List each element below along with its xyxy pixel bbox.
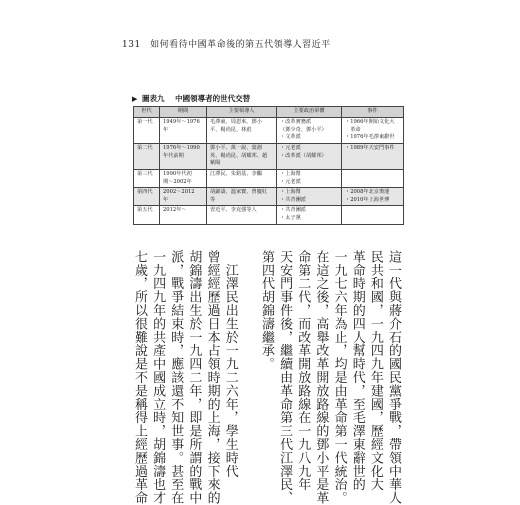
table-row — [134, 144, 404, 170]
table-row — [134, 188, 404, 206]
events-cell — [342, 118, 404, 144]
events-cell — [342, 206, 404, 224]
cell-line: 期～2002年 — [163, 178, 192, 185]
column-header: 事件 — [342, 107, 404, 118]
politics-cell — [277, 170, 342, 188]
period-cell — [160, 170, 207, 188]
cell-line: 2002～2012 — [163, 189, 195, 196]
table-header-row — [134, 107, 404, 118]
cell-line: ・1989年天安門事件 — [345, 145, 395, 151]
cell-line: 1976年～1990 — [163, 145, 200, 151]
cell-line: ・共青團派 — [280, 207, 306, 214]
page-number: 131 — [122, 40, 141, 50]
cell-line: ・2010年上海世博 — [345, 196, 390, 203]
figure-title: 中國領導者的世代交替 — [175, 94, 251, 103]
table-row — [134, 206, 404, 224]
cell-line: 紫陽 — [210, 160, 221, 167]
cell-line: ・1976年毛澤東辭世 — [345, 134, 395, 141]
text-column: 民共和國，一九四九年建國，歷經文化大 — [367, 250, 383, 492]
period-cell — [160, 206, 207, 224]
politics-cell — [277, 188, 342, 206]
cell-line: ・上海幫 — [280, 171, 301, 177]
text-column: 這一代與蔣介石的國民黨爭戰，帶領中華人 — [386, 250, 401, 505]
text-column: 一九七六年為止，均是由革命第一代統治。 — [331, 250, 347, 505]
cell-line: 年代前期 — [163, 152, 184, 159]
generation-cell: 第三代 — [134, 170, 160, 188]
cell-line: ・2008年北京奧運 — [345, 189, 390, 196]
cell-line: ・上海幫 — [280, 189, 301, 196]
cell-line: ・元老派 — [280, 178, 301, 185]
running-header — [122, 37, 331, 50]
events-cell — [342, 170, 404, 188]
cell-line: 2012年～ — [163, 207, 187, 214]
generation-cell: 第二代 — [134, 144, 160, 170]
text-column: 派，戰爭結束時，應該還不知世事。甚至在 — [168, 250, 184, 505]
text-column: 一九四九年的共產中國成立時，胡錦濤也才 — [150, 250, 166, 505]
figure-caption — [132, 93, 250, 104]
column-header: 期間 — [160, 107, 207, 118]
text-column: 革命時期的四人幫時代，至毛澤東辭世的 — [349, 250, 365, 492]
period-cell — [160, 188, 207, 206]
column-header: 主要政治軍體 — [277, 107, 342, 118]
politics-cell — [277, 118, 342, 144]
period-cell — [160, 118, 207, 144]
figure-label: 圖表九 — [142, 94, 165, 103]
cell-line: ・文革派 — [280, 134, 301, 141]
cell-line: 英、楊尚昆、胡耀邦、趙 — [210, 152, 268, 159]
text-column: 江澤民出生於一九二六年，學生時代 — [222, 250, 238, 478]
cell-line: 1949年～1976 — [163, 119, 200, 125]
cell-line: 年 — [163, 196, 169, 203]
leaders-cell — [207, 188, 277, 206]
cell-line: （鄧少奇、鄧小平） — [280, 126, 327, 133]
cell-line: 1990年代初 — [163, 171, 192, 177]
cell-line: 胡錦濤、溫家寶、曾慶紅 — [210, 189, 268, 196]
cell-line: 平、楊尚昆、林彪 — [210, 126, 252, 133]
generations-table — [133, 106, 404, 225]
events-cell — [342, 188, 404, 206]
leaders-cell — [207, 206, 277, 224]
cell-line: ・共青團派 — [280, 196, 306, 203]
text-column: 命第二代，而改革開放路線在一九八九年 — [295, 250, 311, 492]
cell-line: 鄧小平、萬一說、葉劍 — [210, 145, 262, 151]
events-cell — [342, 144, 404, 170]
text-column: 第四代胡錦濤繼承。 — [259, 250, 274, 371]
column-header: 主要領導人 — [207, 107, 277, 118]
leaders-cell — [207, 118, 277, 144]
cell-line: 革命 — [345, 126, 361, 133]
text-column: 七歲，所以很難說是不是稱得上經歷過革命 — [132, 250, 147, 505]
cell-line: ・改革派（胡耀邦） — [280, 152, 327, 159]
table-row — [134, 170, 404, 188]
politics-cell — [277, 144, 342, 170]
cell-line: 江澤民、朱鎔基、李鵬 — [210, 171, 262, 177]
politics-cell — [277, 206, 342, 224]
table-row — [134, 118, 404, 144]
generation-cell: 第一代 — [134, 118, 160, 144]
text-column: 天安門事件後，繼續由革命第三代江澤民、 — [277, 250, 293, 505]
cell-line: ・1966年開始文化大 — [345, 119, 395, 125]
cell-line: ・改革實務派 — [280, 119, 312, 125]
text-column: 在這之後，高舉改革開放路線的鄧小平是革 — [313, 250, 329, 505]
period-cell — [160, 144, 207, 170]
column-header: 世代 — [134, 107, 160, 118]
generation-cell: 第五代 — [134, 206, 160, 224]
cell-line: 年 — [163, 126, 169, 133]
cell-line: 等 — [210, 196, 216, 203]
text-column: 曾經經歷過日本占領時期的上海，接下來的 — [204, 250, 220, 505]
text-column: 胡錦濤出生於一九四二年，即是所謂的戰中 — [186, 250, 202, 505]
cell-line: 毛澤東、周恩來、鄧小 — [210, 119, 262, 125]
cell-line: ・元老派 — [280, 145, 301, 151]
running-title: 如何看待中國革命後的第五代領導人習近平 — [150, 40, 331, 50]
cell-line: ・太子黨 — [280, 214, 301, 221]
cell-line: 習近平、李克強等人 — [210, 207, 257, 214]
triangle-marker-icon: ▶ — [132, 94, 138, 103]
leaders-cell — [207, 144, 277, 170]
generation-cell: 第四代 — [134, 188, 160, 206]
leaders-cell — [207, 170, 277, 188]
body-text — [132, 250, 401, 505]
